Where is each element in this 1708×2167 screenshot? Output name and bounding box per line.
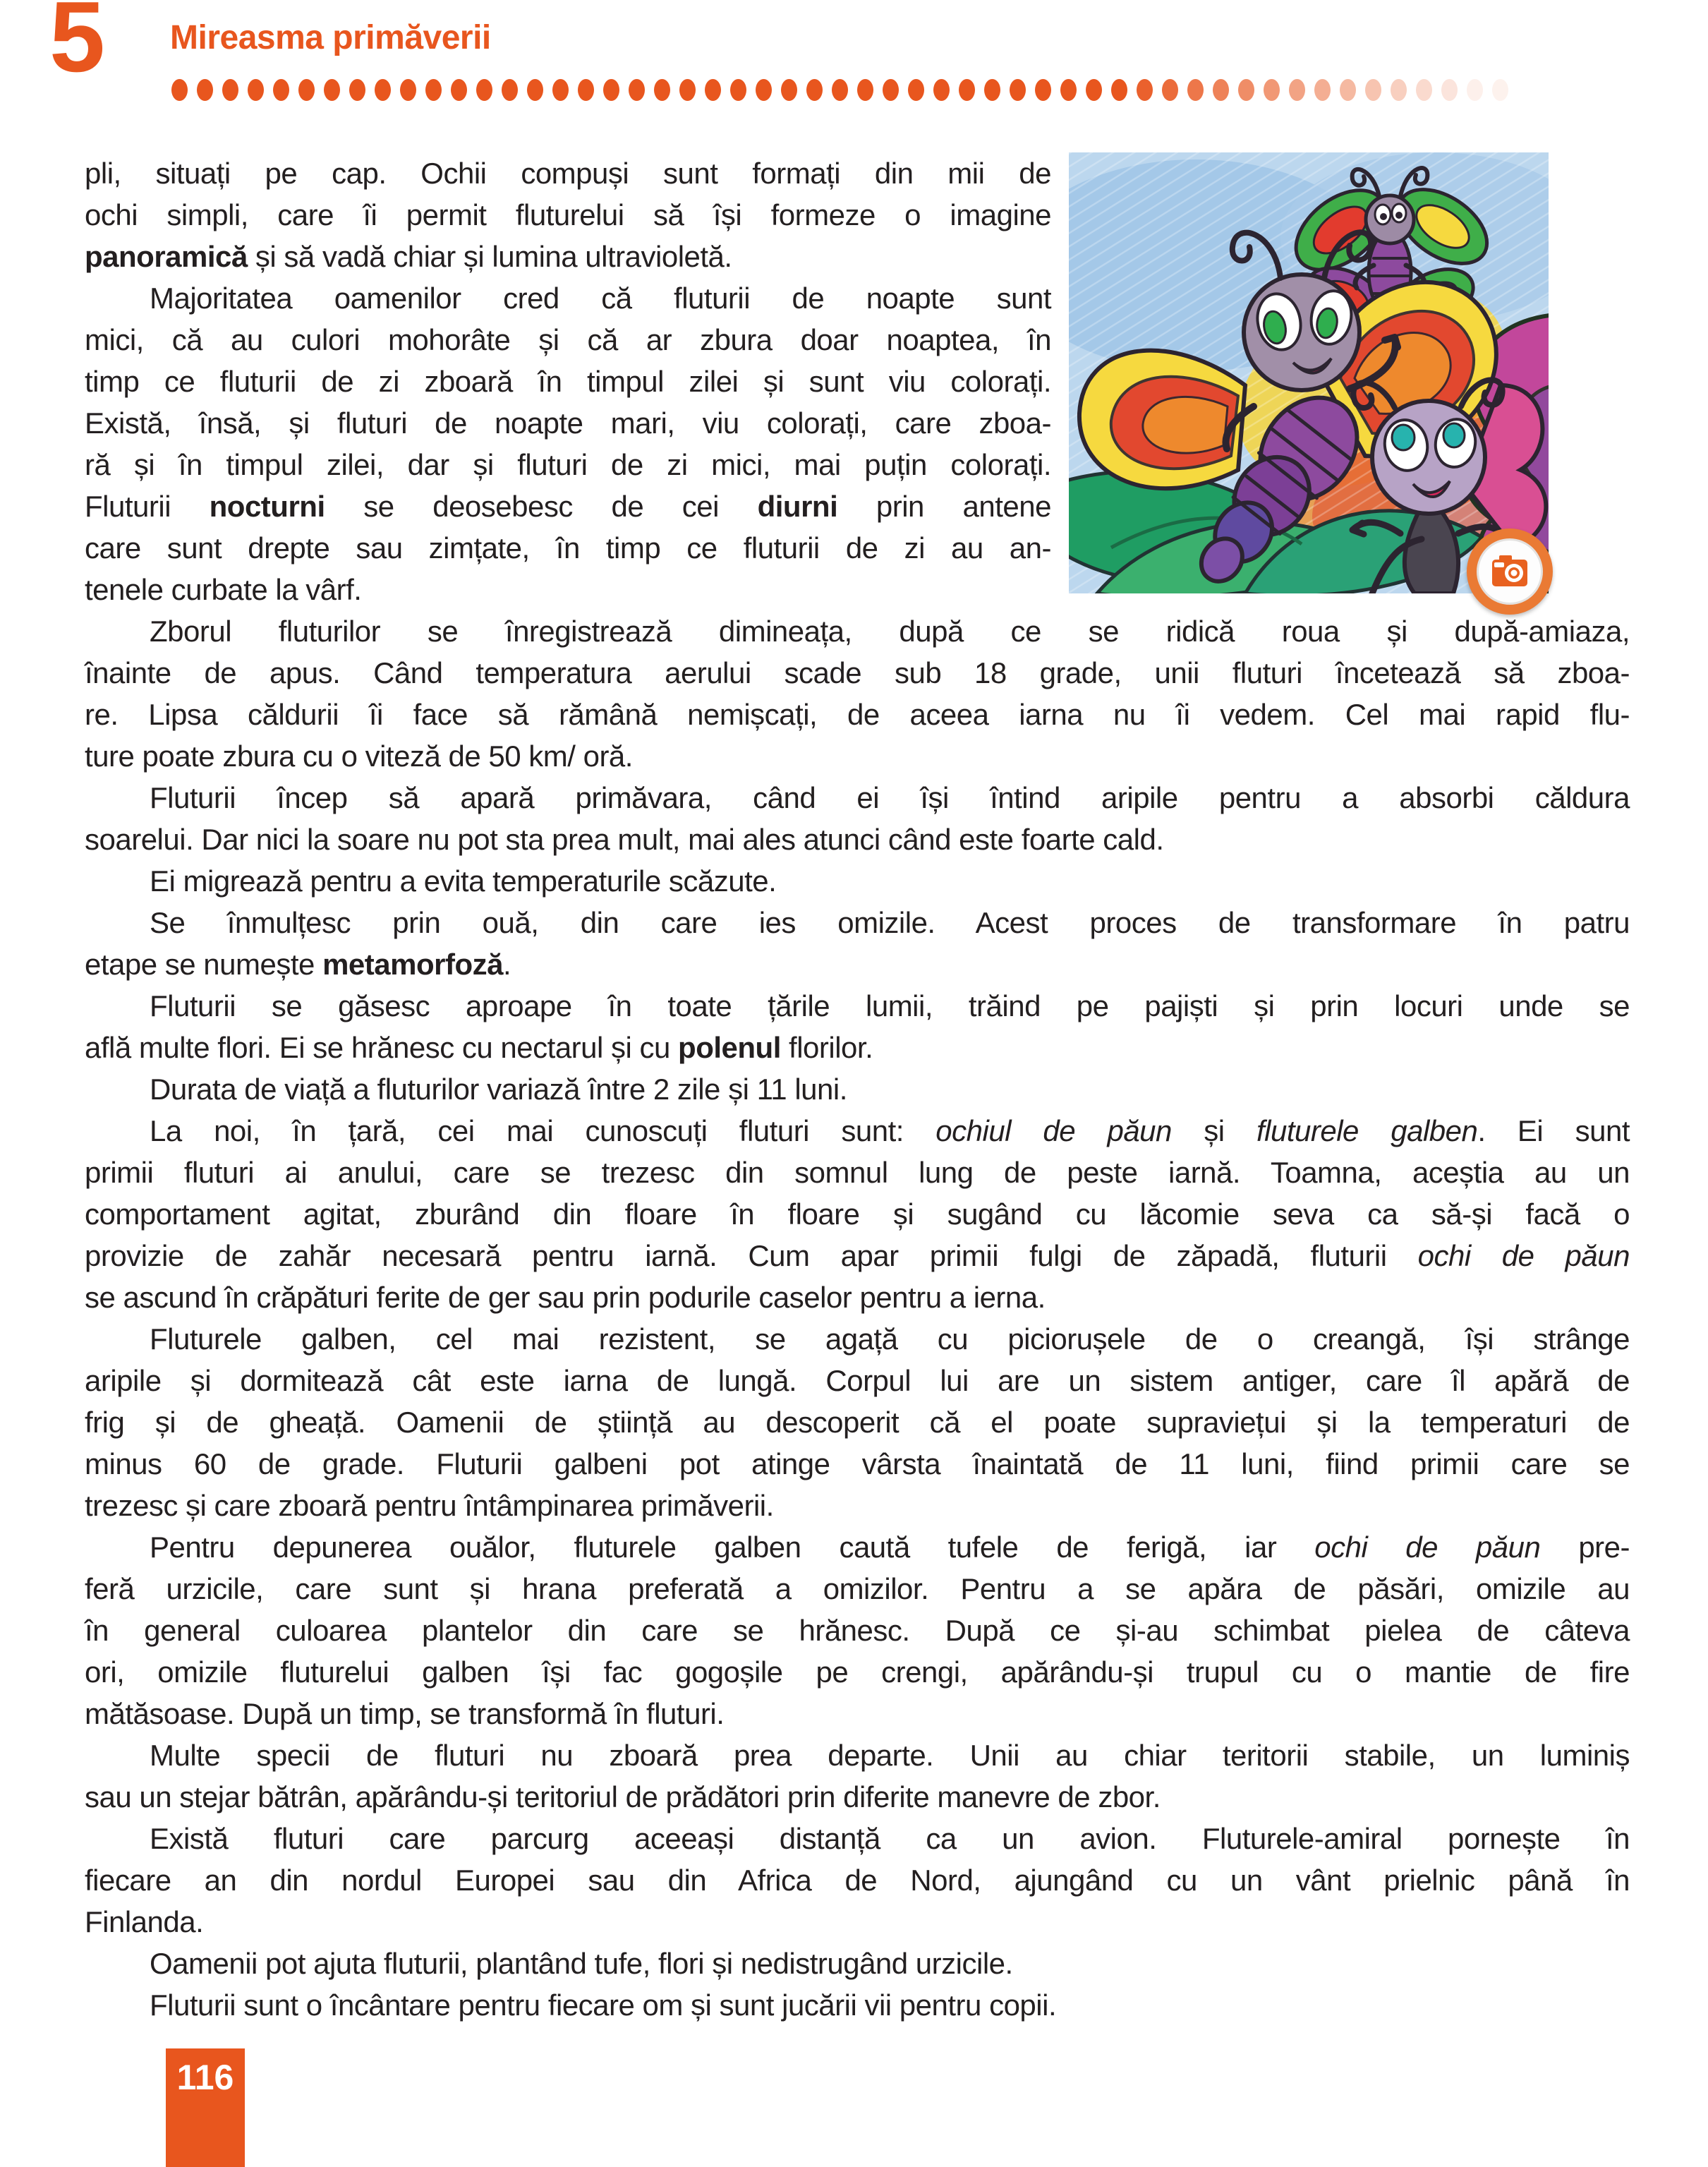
divider-dot [298, 79, 315, 101]
divider-dot [1289, 79, 1305, 101]
divider-dot [857, 79, 873, 101]
divider-dot [883, 79, 899, 101]
text-line: frig și de gheață. Oamenii de știință au descoperit că el poate supraviețui și la temperaturi de [85, 1406, 1630, 1439]
divider-dot [502, 79, 518, 101]
text-line: Se înmulțesc prin ouă, din care ies omizile. Acest proces de transformare în patru [150, 906, 1630, 939]
divider-dot [984, 79, 1000, 101]
text-line: trezesc și care zboară pentru întâmpinarea primăverii. [85, 1489, 774, 1522]
divider-dot [400, 79, 416, 101]
divider-dot [527, 79, 543, 101]
divider-dot [705, 79, 721, 101]
divider-dot [324, 79, 340, 101]
text-line: Fluturii încep să apară primăvara, când ei își întind aripile pentru a absorbi căldura [150, 781, 1630, 814]
divider-dot [1162, 79, 1178, 101]
divider-dot [1010, 79, 1026, 101]
divider-dot [654, 79, 670, 101]
divider-dot [578, 79, 594, 101]
divider-dot [1111, 79, 1127, 101]
text-line: care sunt drepte sau zimțate, în timp ce fluturii de zi au an- [85, 531, 1051, 565]
text-line: La noi, în țară, cei mai cunoscuți fluturi sunt: ochiul de păun și fluturele galben. Ei sunt [150, 1114, 1630, 1147]
divider-dot [603, 79, 619, 101]
divider-dot [248, 79, 264, 101]
text-line: Fluturii nocturni se deosebesc de cei diurni prin antene [85, 490, 1051, 523]
text-line: Multe specii de fluturi nu zboară prea departe. Unii au chiar teritorii stabile, un luminiș [150, 1739, 1630, 1772]
text-line: ture poate zbura cu o viteză de 50 km/ oră. [85, 740, 633, 773]
text-line: mătăsoase. După un timp, se transformă în fluturi. [85, 1697, 725, 1730]
divider-dot [1365, 79, 1381, 101]
text-line: Fluturii se găsesc aproape în toate țările lumii, trăind pe pajiști și prin locuri unde se [150, 989, 1630, 1022]
divider-dot [781, 79, 797, 101]
text-line: fiecare an din nordul Europei sau din Africa de Nord, ajungând cu un vânt prielnic până în [85, 1864, 1630, 1897]
text-line: Există fluturi care parcurg aceeași distanță ca un avion. Fluturele-amiral pornește în [150, 1822, 1630, 1855]
text-line: află multe flori. Ei se hrănesc cu nectarul și cu polenul florilor. [85, 1031, 873, 1064]
camera-badge-inner [1477, 538, 1543, 605]
text-line: Zborul fluturilor se înregistrează dimineața, după ce se ridică roua și după-amiaza, [150, 615, 1630, 648]
text-line: Pentru depunerea ouălor, fluturele galben caută tufele de ferigă, iar ochi de păun pre- [150, 1531, 1630, 1564]
divider-dot [425, 79, 442, 101]
divider-dot [197, 79, 213, 101]
divider-dot [1441, 79, 1458, 101]
text-line: timp ce fluturii de zi zboară în timpul zilei și sunt viu colorați. [85, 365, 1051, 398]
butterflies-figure [1051, 152, 1630, 608]
page-title: Mireasma primăverii [170, 19, 491, 56]
divider-dot [806, 79, 823, 101]
text-line: minus 60 de grade. Fluturii galbeni pot atinge vârsta înaintată de 11 luni, fiind primii care se [85, 1447, 1630, 1480]
divider-dot [756, 79, 772, 101]
text-line: Oamenii pot ajuta fluturii, plantând tufe, flori și nedistrugând urzicile. [150, 1947, 1013, 1980]
divider-dot [273, 79, 289, 101]
text-line: Finlanda. [85, 1905, 204, 1938]
article-text [85, 152, 1630, 2026]
text-line: comportament agitat, zburând din floare în floare și sugând cu lăcomie seva ca să-și facă o [85, 1197, 1630, 1231]
divider-dot [1314, 79, 1331, 101]
text-line: ochi simpli, care îi permit fluturelui să își formeze o imagine [85, 198, 1051, 231]
divider-dot [1391, 79, 1407, 101]
divider-dot [1187, 79, 1204, 101]
text-line: Fluturii sunt o încântare pentru fiecare om și sunt jucării vii pentru copii. [150, 1988, 1057, 2022]
text-line: aripile și dormitează cât este iarna de lungă. Corpul lui are un sistem antiger, care îl apără de [85, 1364, 1630, 1397]
divider-dot [171, 79, 188, 101]
text-line: panoramică și să vadă chiar și lumina ultravioletă. [85, 240, 732, 273]
text-line: mici, că au culori mohorâte și că ar zbura doar noaptea, în [85, 323, 1051, 356]
text-line: sau un stejar bătrân, apărându-și teritoriul de prădători prin diferite manevre de zbor. [85, 1780, 1161, 1813]
divider-dot [1213, 79, 1229, 101]
divider-dot [1264, 79, 1280, 101]
divider-dot [832, 79, 848, 101]
dotted-divider [171, 79, 1554, 103]
text-line: se ascund în crăpături ferite de ger sau prin podurile caselor pentru a ierna. [85, 1281, 1046, 1314]
unit-number: 5 [49, 0, 105, 93]
text-line: în general culoarea plantelor din care se hrănesc. După ce și-au schimbat pielea de câteva [85, 1614, 1630, 1647]
butterflies-illustration [1069, 152, 1549, 593]
page-number-box [166, 2048, 245, 2167]
text-line: Majoritatea oamenilor cred că fluturii de noapte sunt [150, 282, 1051, 315]
camera-badge [1467, 529, 1553, 615]
divider-dot [222, 79, 238, 101]
divider-dot [552, 79, 569, 101]
divider-dot [933, 79, 950, 101]
text-line: provizie de zahăr necesară pentru iarnă. Cum apar primii fulgi de zăpadă, fluturii ochi de păun [85, 1239, 1630, 1272]
text-line: Fluturele galben, cel mai rezistent, se agață cu piciorușele de o creangă, își strânge [150, 1322, 1630, 1356]
text-line: pli, situați pe cap. Ochii compuși sunt formați din mii de [85, 157, 1051, 190]
divider-dot [451, 79, 467, 101]
divider-dot [1467, 79, 1483, 101]
divider-dot [476, 79, 492, 101]
text-line: Există, însă, și fluturi de noapte mari, viu colorați, care zboa- [85, 406, 1051, 440]
divider-dot [1035, 79, 1051, 101]
divider-dot [1060, 79, 1077, 101]
divider-dot [1238, 79, 1254, 101]
text-line: feră urzicile, care sunt și hrana preferată a omizilor. Pentru a se apăra de păsări, omizile au [85, 1572, 1630, 1605]
divider-dot [1086, 79, 1102, 101]
camera-icon [1488, 550, 1532, 593]
divider-dot [959, 79, 975, 101]
text-line: înainte de apus. Când temperatura aerului scade sub 18 grade, unii fluturi încetează să zboa- [85, 656, 1630, 689]
divider-dot [1492, 79, 1508, 101]
text-line: etape se numește metamorfoză. [85, 948, 511, 981]
divider-dot [375, 79, 391, 101]
text-line: primii fluturi ai anului, care se trezesc din somnul lung de peste iarnă. Toamna, aceștia au un [85, 1156, 1630, 1189]
divider-dot [1137, 79, 1153, 101]
text-line: soarelui. Dar nici la soare nu pot sta prea mult, mai ales atunci când este foarte cald. [85, 823, 1164, 856]
text-line: ră și în timpul zilei, dar și fluturi de zi mici, mai puțin colorați. [85, 448, 1051, 481]
divider-dot [730, 79, 746, 101]
divider-dot [349, 79, 365, 101]
divider-dot [629, 79, 645, 101]
text-line: ori, omizile fluturelui galben își fac gogoșile pe crengi, apărându-și trupul cu o mantie de fire [85, 1655, 1630, 1689]
text-line: Ei migrează pentru a evita temperaturile scăzute. [150, 864, 777, 898]
page-number: 116 [176, 2058, 234, 2097]
divider-dot [908, 79, 924, 101]
divider-dot [1340, 79, 1356, 101]
divider-dot [679, 79, 696, 101]
text-line: tenele curbate la vârf. [85, 573, 362, 606]
text-line: Durata de viață a fluturilor variază între 2 zile și 11 luni. [150, 1073, 847, 1106]
text-line: re. Lipsa căldurii îi face să rămână nemișcați, de aceea iarna nu îi vedem. Cel mai rapid flu- [85, 698, 1630, 731]
divider-dot [1416, 79, 1432, 101]
